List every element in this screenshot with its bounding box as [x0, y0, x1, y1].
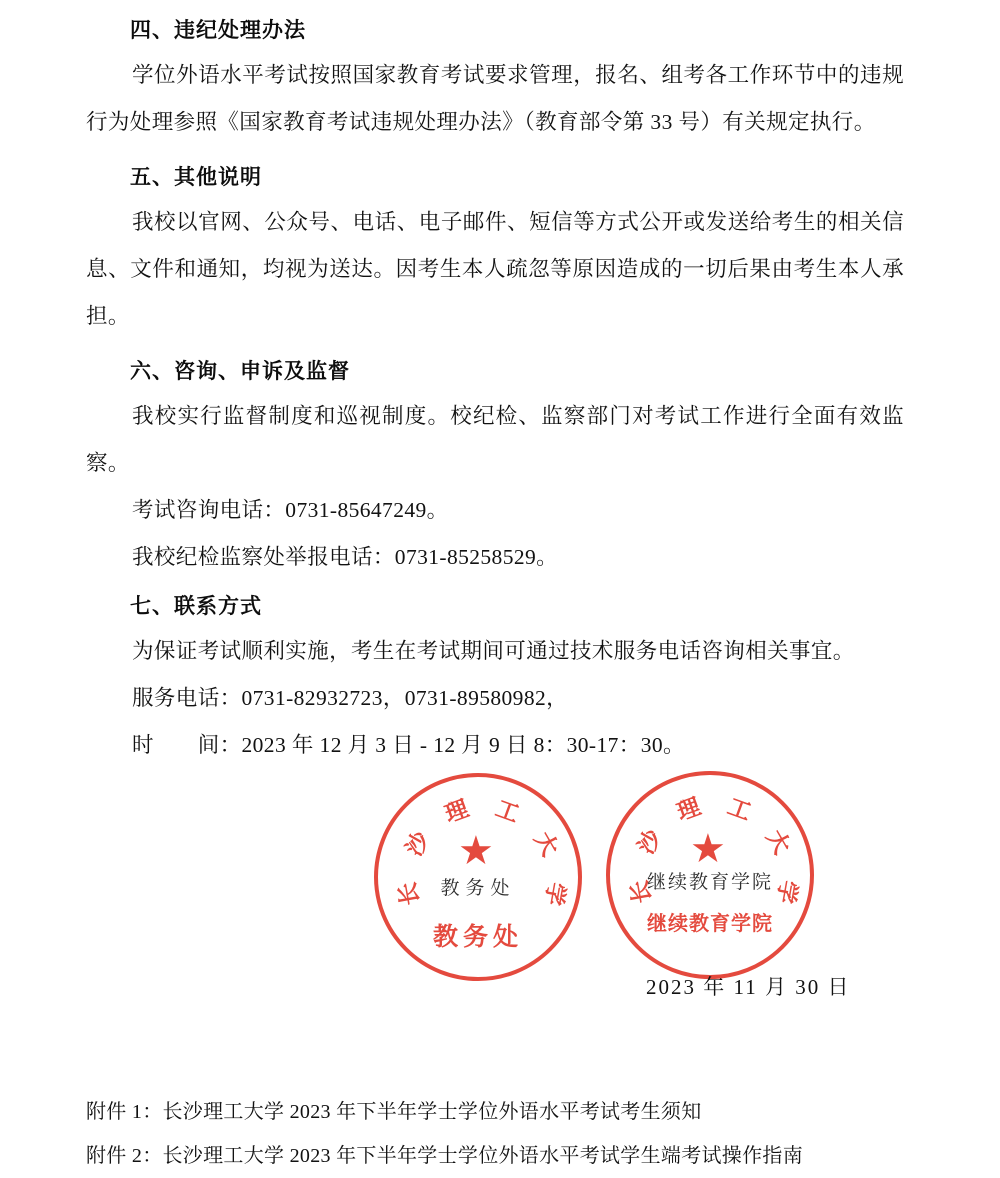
signature-date: 2023 年 11 月 30 日 — [646, 975, 851, 999]
section-paragraph-4-1: 学位外语水平考试按照国家教育考试要求管理，报名、组考各工作环节中的违规行为处理参照《国家教育考试违规处理办法》（教育部令第 33 号）有关规定执行。 — [86, 63, 904, 134]
section-heading-5: 五、其他说明 — [130, 165, 262, 189]
section-paragraph-7-1: 为保证考试顺利实施，考生在考试期间可通过技术服务电话咨询相关事宜。 — [132, 639, 855, 663]
seal-arc-text-left: 长 沙 理 工 大 学 — [394, 795, 570, 908]
seal-area — [86, 771, 904, 999]
seal-center-label-left: 教务处 — [440, 877, 516, 899]
seal-center-label-right: 继续教育学院 — [646, 871, 773, 893]
spacer — [86, 146, 904, 155]
attachments-list — [86, 1090, 916, 1178]
section-heading-6: 六、咨询、申诉及监督 — [130, 359, 350, 383]
section-paragraph-7-2: 服务电话：0731-82932723，0731-89580982， — [132, 686, 569, 710]
spacer — [86, 340, 904, 349]
section-paragraph-6-3: 我校纪检监察处举报电话：0731-85258529。 — [132, 545, 559, 569]
section-paragraph-6-1: 我校实行监督制度和巡视制度。校纪检、监察部门对考试工作进行全面有效监察。 — [86, 404, 904, 475]
seal-bottom-label-left: 教务处 — [432, 922, 523, 951]
attachment-item-2[interactable]: 附件 2：长沙理工大学 2023 年下半年学士学位外语水平考试学生端考试操作指南 — [86, 1145, 803, 1167]
attachment-item-1[interactable]: 附件 1：长沙理工大学 2023 年下半年学士学位外语水平考试考生须知 — [86, 1101, 702, 1123]
section-paragraph-7-3: 时 间：2023 年 12 月 3 日 - 12 月 9 日 8：30-17：30。 — [132, 733, 685, 757]
section-paragraph-5-1: 我校以官网、公众号、电话、电子邮件、短信等方式公开或发送给考生的相关信息、文件和通知，均视为送达。因考生本人疏忽等原因造成的一切后果由考生本人承担。 — [86, 210, 904, 328]
seal-arc-text-right: 长 沙 理 工 大 学 — [626, 793, 802, 906]
official-seal-academic-affairs — [374, 773, 582, 981]
official-seal-continuing-education — [606, 771, 814, 979]
section-heading-4: 四、违纪处理办法 — [130, 18, 306, 42]
section-paragraph-6-2: 考试咨询电话：0731-85647249。 — [132, 498, 449, 522]
seal-bottom-label-right: 继续教育学院 — [647, 911, 773, 935]
section-heading-7: 七、联系方式 — [130, 594, 262, 618]
